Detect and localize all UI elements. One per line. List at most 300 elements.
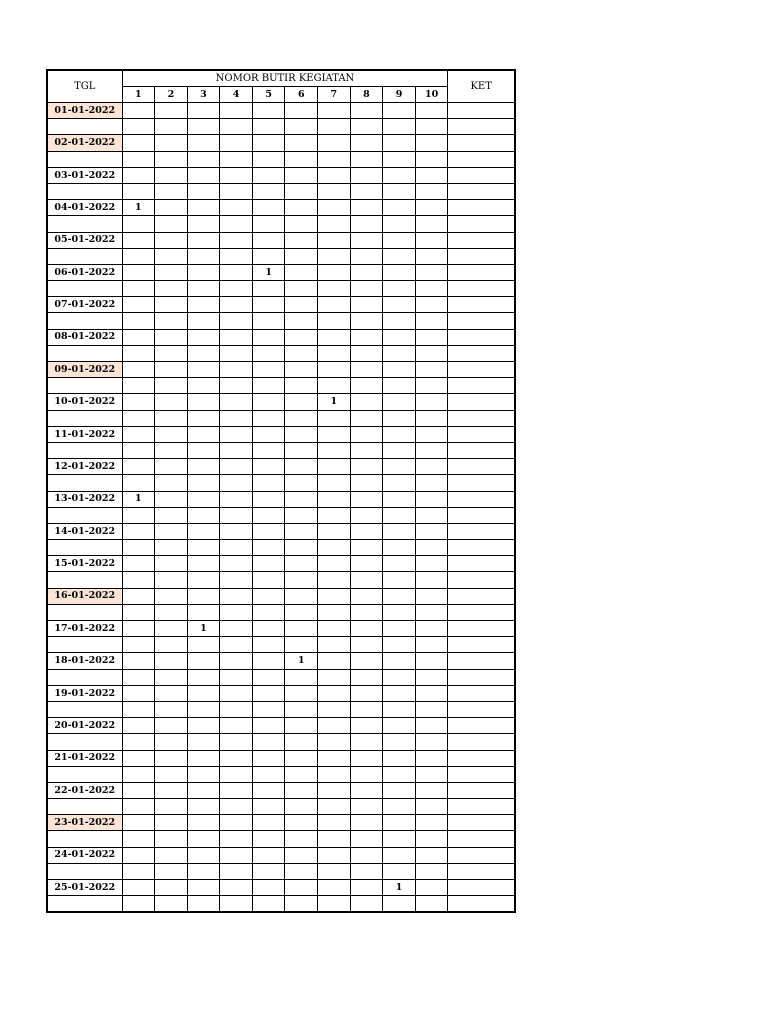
activity-cell[interactable]	[155, 135, 188, 151]
empty-cell[interactable]	[252, 281, 285, 297]
activity-cell[interactable]	[252, 491, 285, 507]
empty-cell[interactable]	[155, 572, 188, 588]
activity-cell[interactable]	[220, 297, 253, 313]
empty-cell[interactable]	[383, 183, 416, 199]
empty-cell[interactable]	[220, 475, 253, 491]
date-cell[interactable]: 18-01-2022	[47, 653, 122, 669]
activity-cell[interactable]	[187, 718, 220, 734]
activity-cell[interactable]	[155, 232, 188, 248]
activity-cell[interactable]	[350, 362, 383, 378]
activity-cell[interactable]	[187, 394, 220, 410]
date-cell[interactable]: 08-01-2022	[47, 329, 122, 345]
empty-cell[interactable]	[448, 151, 515, 167]
empty-cell[interactable]	[383, 734, 416, 750]
empty-cell[interactable]	[318, 637, 351, 653]
empty-cell[interactable]	[122, 734, 155, 750]
activity-cell[interactable]	[252, 297, 285, 313]
activity-cell[interactable]	[155, 459, 188, 475]
empty-cell[interactable]	[155, 183, 188, 199]
empty-cell[interactable]	[415, 669, 448, 685]
activity-cell[interactable]	[187, 232, 220, 248]
activity-cell[interactable]	[415, 782, 448, 798]
empty-cell[interactable]	[155, 540, 188, 556]
activity-cell[interactable]	[252, 394, 285, 410]
empty-cell[interactable]	[155, 669, 188, 685]
empty-cell[interactable]	[350, 442, 383, 458]
empty-cell[interactable]	[252, 313, 285, 329]
activity-cell[interactable]	[318, 621, 351, 637]
activity-cell[interactable]	[285, 103, 318, 119]
empty-cell[interactable]	[122, 766, 155, 782]
activity-cell[interactable]	[155, 329, 188, 345]
activity-cell[interactable]	[318, 264, 351, 280]
activity-cell[interactable]	[187, 588, 220, 604]
empty-cell[interactable]	[252, 151, 285, 167]
empty-cell[interactable]	[285, 151, 318, 167]
activity-cell[interactable]	[285, 297, 318, 313]
activity-cell[interactable]: 1	[318, 394, 351, 410]
empty-cell[interactable]	[318, 248, 351, 264]
empty-cell[interactable]	[285, 248, 318, 264]
empty-cell[interactable]	[285, 410, 318, 426]
empty-cell[interactable]	[318, 378, 351, 394]
activity-cell[interactable]	[220, 750, 253, 766]
date-cell[interactable]: 20-01-2022	[47, 718, 122, 734]
empty-cell[interactable]	[383, 378, 416, 394]
empty-cell[interactable]	[350, 734, 383, 750]
empty-cell[interactable]	[47, 540, 122, 556]
empty-cell[interactable]	[122, 572, 155, 588]
empty-cell[interactable]	[415, 345, 448, 361]
activity-cell[interactable]	[285, 426, 318, 442]
empty-cell[interactable]	[350, 669, 383, 685]
empty-cell[interactable]	[122, 151, 155, 167]
empty-cell[interactable]	[252, 248, 285, 264]
activity-cell[interactable]	[220, 264, 253, 280]
empty-cell[interactable]	[187, 313, 220, 329]
empty-cell[interactable]	[285, 831, 318, 847]
empty-cell[interactable]	[318, 442, 351, 458]
empty-cell[interactable]	[155, 378, 188, 394]
empty-cell[interactable]	[47, 475, 122, 491]
empty-cell[interactable]	[285, 637, 318, 653]
ket-cell[interactable]	[448, 167, 515, 183]
activity-cell[interactable]	[122, 588, 155, 604]
empty-cell[interactable]	[155, 119, 188, 135]
ket-cell[interactable]	[448, 297, 515, 313]
empty-cell[interactable]	[448, 604, 515, 620]
activity-cell[interactable]	[155, 394, 188, 410]
activity-cell[interactable]	[383, 491, 416, 507]
date-cell[interactable]: 10-01-2022	[47, 394, 122, 410]
empty-cell[interactable]	[187, 572, 220, 588]
activity-cell[interactable]	[415, 847, 448, 863]
empty-cell[interactable]	[220, 119, 253, 135]
empty-cell[interactable]	[47, 410, 122, 426]
activity-cell[interactable]	[122, 523, 155, 539]
activity-cell[interactable]	[383, 459, 416, 475]
empty-cell[interactable]	[220, 572, 253, 588]
empty-cell[interactable]	[122, 183, 155, 199]
empty-cell[interactable]	[448, 831, 515, 847]
activity-cell[interactable]	[318, 523, 351, 539]
activity-cell[interactable]	[383, 394, 416, 410]
activity-cell[interactable]	[350, 329, 383, 345]
empty-cell[interactable]	[187, 604, 220, 620]
activity-cell[interactable]	[155, 685, 188, 701]
empty-cell[interactable]	[350, 766, 383, 782]
empty-cell[interactable]	[122, 378, 155, 394]
date-cell[interactable]: 07-01-2022	[47, 297, 122, 313]
activity-cell[interactable]	[155, 103, 188, 119]
empty-cell[interactable]	[220, 701, 253, 717]
date-cell[interactable]: 05-01-2022	[47, 232, 122, 248]
activity-cell[interactable]	[122, 685, 155, 701]
ket-cell[interactable]	[448, 200, 515, 216]
activity-cell[interactable]	[122, 297, 155, 313]
empty-cell[interactable]	[187, 669, 220, 685]
empty-cell[interactable]	[122, 540, 155, 556]
empty-cell[interactable]	[220, 734, 253, 750]
empty-cell[interactable]	[285, 896, 318, 913]
activity-cell[interactable]	[318, 653, 351, 669]
empty-cell[interactable]	[383, 410, 416, 426]
empty-cell[interactable]	[252, 766, 285, 782]
activity-cell[interactable]	[383, 556, 416, 572]
activity-cell[interactable]	[318, 297, 351, 313]
activity-cell[interactable]	[415, 459, 448, 475]
activity-cell[interactable]	[350, 847, 383, 863]
activity-cell[interactable]	[187, 491, 220, 507]
activity-cell[interactable]	[187, 264, 220, 280]
activity-cell[interactable]	[252, 718, 285, 734]
date-cell[interactable]: 17-01-2022	[47, 621, 122, 637]
empty-cell[interactable]	[415, 831, 448, 847]
empty-cell[interactable]	[383, 799, 416, 815]
empty-cell[interactable]	[155, 410, 188, 426]
activity-cell[interactable]	[252, 362, 285, 378]
activity-cell[interactable]	[220, 200, 253, 216]
activity-cell[interactable]	[187, 847, 220, 863]
empty-cell[interactable]	[220, 604, 253, 620]
empty-cell[interactable]	[415, 604, 448, 620]
activity-cell[interactable]	[415, 297, 448, 313]
empty-cell[interactable]	[285, 669, 318, 685]
empty-cell[interactable]	[220, 863, 253, 879]
ket-cell[interactable]	[448, 523, 515, 539]
activity-cell[interactable]	[350, 556, 383, 572]
activity-cell[interactable]	[155, 362, 188, 378]
empty-cell[interactable]	[187, 281, 220, 297]
empty-cell[interactable]	[350, 119, 383, 135]
activity-cell[interactable]	[383, 588, 416, 604]
activity-cell[interactable]	[252, 523, 285, 539]
empty-cell[interactable]	[383, 442, 416, 458]
activity-cell[interactable]	[350, 394, 383, 410]
empty-cell[interactable]	[415, 799, 448, 815]
empty-cell[interactable]	[285, 281, 318, 297]
empty-cell[interactable]	[383, 119, 416, 135]
activity-cell[interactable]	[187, 880, 220, 896]
activity-cell[interactable]	[220, 362, 253, 378]
empty-cell[interactable]	[350, 831, 383, 847]
empty-cell[interactable]	[187, 345, 220, 361]
date-cell[interactable]: 14-01-2022	[47, 523, 122, 539]
empty-cell[interactable]	[285, 734, 318, 750]
empty-cell[interactable]	[285, 766, 318, 782]
empty-cell[interactable]	[415, 281, 448, 297]
empty-cell[interactable]	[187, 119, 220, 135]
empty-cell[interactable]	[47, 378, 122, 394]
empty-cell[interactable]	[448, 248, 515, 264]
date-cell[interactable]: 03-01-2022	[47, 167, 122, 183]
empty-cell[interactable]	[383, 216, 416, 232]
activity-cell[interactable]	[187, 556, 220, 572]
empty-cell[interactable]	[220, 248, 253, 264]
activity-cell[interactable]	[383, 685, 416, 701]
empty-cell[interactable]	[220, 507, 253, 523]
activity-cell[interactable]	[220, 491, 253, 507]
empty-cell[interactable]	[187, 540, 220, 556]
empty-cell[interactable]	[187, 410, 220, 426]
empty-cell[interactable]	[252, 669, 285, 685]
empty-cell[interactable]	[285, 313, 318, 329]
ket-cell[interactable]	[448, 103, 515, 119]
empty-cell[interactable]	[383, 766, 416, 782]
empty-cell[interactable]	[122, 637, 155, 653]
empty-cell[interactable]	[187, 766, 220, 782]
empty-cell[interactable]	[47, 216, 122, 232]
empty-cell[interactable]	[187, 799, 220, 815]
date-cell[interactable]: 01-01-2022	[47, 103, 122, 119]
activity-cell[interactable]	[155, 718, 188, 734]
activity-cell[interactable]	[318, 200, 351, 216]
activity-cell[interactable]	[220, 426, 253, 442]
empty-cell[interactable]	[122, 896, 155, 913]
empty-cell[interactable]	[383, 701, 416, 717]
empty-cell[interactable]	[155, 475, 188, 491]
activity-cell[interactable]	[415, 815, 448, 831]
empty-cell[interactable]	[122, 475, 155, 491]
ket-cell[interactable]	[448, 135, 515, 151]
empty-cell[interactable]	[155, 604, 188, 620]
activity-cell[interactable]	[350, 459, 383, 475]
activity-cell[interactable]	[383, 200, 416, 216]
activity-cell[interactable]	[122, 621, 155, 637]
empty-cell[interactable]	[187, 863, 220, 879]
ket-cell[interactable]	[448, 329, 515, 345]
activity-cell[interactable]	[220, 782, 253, 798]
activity-cell[interactable]	[252, 556, 285, 572]
activity-cell[interactable]	[220, 880, 253, 896]
empty-cell[interactable]	[318, 701, 351, 717]
activity-cell[interactable]	[415, 167, 448, 183]
empty-cell[interactable]	[220, 345, 253, 361]
empty-cell[interactable]	[122, 442, 155, 458]
empty-cell[interactable]	[318, 216, 351, 232]
empty-cell[interactable]	[318, 896, 351, 913]
date-cell[interactable]: 15-01-2022	[47, 556, 122, 572]
activity-cell[interactable]	[252, 232, 285, 248]
activity-cell[interactable]	[122, 394, 155, 410]
activity-cell[interactable]	[155, 588, 188, 604]
empty-cell[interactable]	[252, 799, 285, 815]
activity-cell[interactable]	[318, 880, 351, 896]
activity-cell[interactable]	[252, 880, 285, 896]
empty-cell[interactable]	[350, 572, 383, 588]
activity-cell[interactable]	[350, 588, 383, 604]
activity-cell[interactable]	[318, 815, 351, 831]
empty-cell[interactable]	[47, 442, 122, 458]
activity-cell[interactable]: 1	[187, 621, 220, 637]
activity-cell[interactable]	[383, 750, 416, 766]
empty-cell[interactable]	[448, 572, 515, 588]
empty-cell[interactable]	[318, 475, 351, 491]
empty-cell[interactable]	[383, 637, 416, 653]
empty-cell[interactable]	[187, 637, 220, 653]
empty-cell[interactable]	[252, 442, 285, 458]
empty-cell[interactable]	[252, 345, 285, 361]
empty-cell[interactable]	[47, 701, 122, 717]
activity-cell[interactable]	[155, 750, 188, 766]
empty-cell[interactable]	[448, 637, 515, 653]
date-cell[interactable]: 04-01-2022	[47, 200, 122, 216]
empty-cell[interactable]	[318, 604, 351, 620]
empty-cell[interactable]	[285, 540, 318, 556]
activity-cell[interactable]	[350, 685, 383, 701]
activity-cell[interactable]	[318, 426, 351, 442]
empty-cell[interactable]	[448, 799, 515, 815]
activity-cell[interactable]	[350, 426, 383, 442]
empty-cell[interactable]	[350, 475, 383, 491]
activity-cell[interactable]	[285, 588, 318, 604]
empty-cell[interactable]	[220, 896, 253, 913]
activity-cell[interactable]	[350, 653, 383, 669]
empty-cell[interactable]	[285, 378, 318, 394]
empty-cell[interactable]	[448, 410, 515, 426]
activity-cell[interactable]	[415, 556, 448, 572]
activity-cell[interactable]	[318, 847, 351, 863]
empty-cell[interactable]	[187, 734, 220, 750]
ket-cell[interactable]	[448, 491, 515, 507]
activity-cell[interactable]	[383, 815, 416, 831]
activity-cell[interactable]	[122, 329, 155, 345]
empty-cell[interactable]	[448, 216, 515, 232]
empty-cell[interactable]	[220, 281, 253, 297]
ket-cell[interactable]	[448, 426, 515, 442]
activity-cell[interactable]	[252, 135, 285, 151]
activity-cell[interactable]	[220, 329, 253, 345]
empty-cell[interactable]	[415, 734, 448, 750]
activity-cell[interactable]	[252, 426, 285, 442]
activity-cell[interactable]	[122, 103, 155, 119]
empty-cell[interactable]	[448, 313, 515, 329]
empty-cell[interactable]	[415, 637, 448, 653]
ket-cell[interactable]	[448, 232, 515, 248]
empty-cell[interactable]	[155, 507, 188, 523]
activity-cell[interactable]	[318, 491, 351, 507]
empty-cell[interactable]	[47, 637, 122, 653]
empty-cell[interactable]	[252, 475, 285, 491]
empty-cell[interactable]	[220, 313, 253, 329]
activity-cell[interactable]	[187, 167, 220, 183]
date-cell[interactable]: 24-01-2022	[47, 847, 122, 863]
activity-cell[interactable]	[252, 588, 285, 604]
activity-cell[interactable]	[187, 103, 220, 119]
empty-cell[interactable]	[415, 216, 448, 232]
empty-cell[interactable]	[187, 378, 220, 394]
empty-cell[interactable]	[285, 604, 318, 620]
date-cell[interactable]: 23-01-2022	[47, 815, 122, 831]
empty-cell[interactable]	[47, 863, 122, 879]
empty-cell[interactable]	[350, 410, 383, 426]
empty-cell[interactable]	[155, 734, 188, 750]
activity-cell[interactable]	[415, 880, 448, 896]
empty-cell[interactable]	[350, 248, 383, 264]
date-cell[interactable]: 06-01-2022	[47, 264, 122, 280]
empty-cell[interactable]	[318, 119, 351, 135]
empty-cell[interactable]	[448, 734, 515, 750]
activity-cell[interactable]	[350, 103, 383, 119]
empty-cell[interactable]	[318, 410, 351, 426]
empty-cell[interactable]	[122, 701, 155, 717]
date-cell[interactable]: 16-01-2022	[47, 588, 122, 604]
empty-cell[interactable]	[220, 766, 253, 782]
activity-cell[interactable]	[220, 135, 253, 151]
empty-cell[interactable]	[318, 540, 351, 556]
activity-cell[interactable]	[220, 556, 253, 572]
activity-cell[interactable]	[285, 394, 318, 410]
activity-cell[interactable]	[155, 264, 188, 280]
empty-cell[interactable]	[383, 248, 416, 264]
empty-cell[interactable]	[285, 442, 318, 458]
activity-cell[interactable]	[187, 782, 220, 798]
date-cell[interactable]: 13-01-2022	[47, 491, 122, 507]
activity-cell[interactable]	[285, 200, 318, 216]
activity-cell[interactable]	[318, 103, 351, 119]
activity-cell[interactable]	[285, 362, 318, 378]
empty-cell[interactable]	[187, 248, 220, 264]
empty-cell[interactable]	[285, 183, 318, 199]
activity-cell[interactable]	[318, 718, 351, 734]
activity-cell[interactable]	[122, 653, 155, 669]
empty-cell[interactable]	[122, 831, 155, 847]
empty-cell[interactable]	[122, 669, 155, 685]
empty-cell[interactable]	[47, 604, 122, 620]
activity-cell[interactable]	[285, 556, 318, 572]
empty-cell[interactable]	[448, 378, 515, 394]
empty-cell[interactable]	[122, 507, 155, 523]
empty-cell[interactable]	[155, 863, 188, 879]
activity-cell[interactable]	[187, 653, 220, 669]
activity-cell[interactable]	[383, 264, 416, 280]
empty-cell[interactable]	[187, 701, 220, 717]
activity-cell[interactable]: 1	[285, 653, 318, 669]
empty-cell[interactable]	[187, 183, 220, 199]
empty-cell[interactable]	[285, 475, 318, 491]
activity-cell[interactable]	[383, 718, 416, 734]
empty-cell[interactable]	[252, 572, 285, 588]
empty-cell[interactable]	[448, 119, 515, 135]
activity-cell[interactable]	[383, 523, 416, 539]
empty-cell[interactable]	[350, 281, 383, 297]
activity-cell[interactable]	[350, 718, 383, 734]
activity-cell[interactable]	[415, 653, 448, 669]
activity-cell[interactable]	[383, 167, 416, 183]
activity-cell[interactable]	[122, 135, 155, 151]
activity-cell[interactable]	[122, 264, 155, 280]
ket-cell[interactable]	[448, 459, 515, 475]
